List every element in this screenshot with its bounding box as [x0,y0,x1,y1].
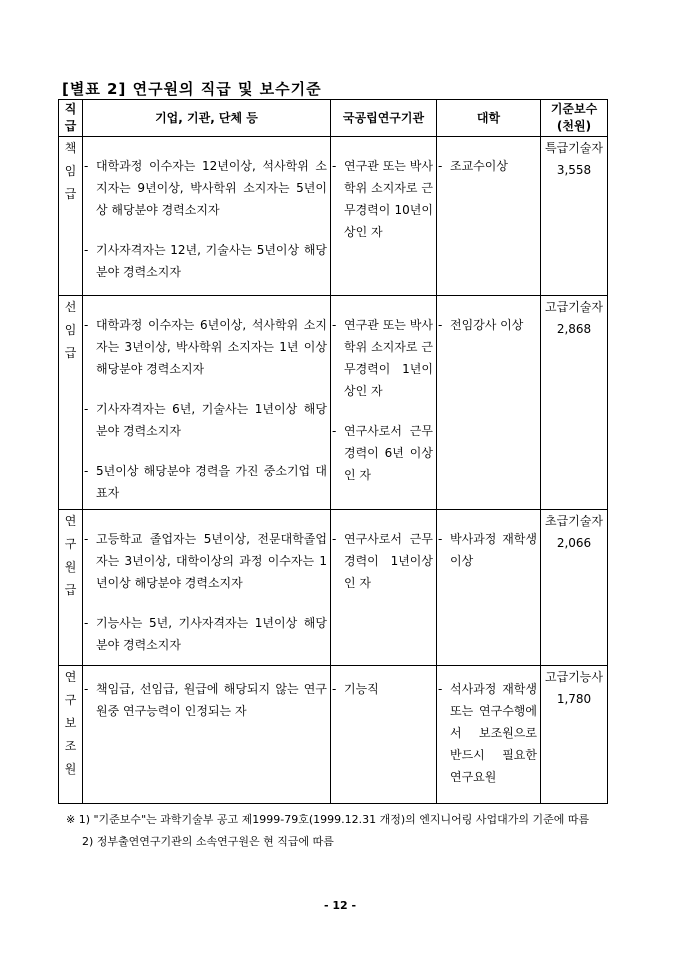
rank-char: 임 [64,164,77,178]
criteria-text: 연구사로서 근무경력이 1년이상인 자 [344,532,433,590]
criteria-text: 연구사로서 근무경력이 6년 이상인 자 [344,424,433,482]
criteria-item [331,314,436,402]
pay-grade: 고급기능사 [545,670,603,684]
table-row [59,296,608,510]
criteria-item [331,420,436,486]
rank-char: 구 [64,693,77,707]
criteria-text: 연구관 또는 박사학위 소지자로 근무경력이 1년이상인 자 [344,318,433,398]
dash-bullet: - [332,532,337,546]
rank-cell [59,137,83,296]
criteria-item [83,612,330,656]
criteria-text: 조교수이상 [450,159,508,173]
dash-bullet: - [84,464,89,478]
footnote-1: ※ 1) "기준보수"는 과학기술부 공고 제1999-79호(1999.12.31 개정)의 엔지니어링 사업대가의 기준에 따름 [66,813,590,826]
criteria-text: 책임급, 선임급, 원급에 해당되지 않는 연구원중 연구능력이 인정되는 자 [96,682,327,718]
pay-cell [541,296,608,510]
criteria-text: 기능직 [344,682,379,696]
pay-cell [541,510,608,666]
univ-cell [437,137,541,296]
criteria-text: 기능사는 5년, 기사자격자는 1년이상 해당분야 경력소지자 [96,616,327,652]
pay-amount: 3,558 [556,163,592,177]
pay-amount: 2,868 [556,322,592,336]
pay-grade: 초급기술자 [545,514,603,528]
criteria-text: 석사과정 재학생 또는 연구수행에서 보조원으로 반드시 필요한 연구요원 [450,682,537,784]
criteria-text: 전임강사 이상 [450,318,524,332]
dash-bullet: - [84,243,89,257]
inst-cell [331,296,437,510]
dash-bullet: - [332,318,337,332]
dash-bullet: - [332,159,337,173]
univ-cell [437,666,541,804]
header-corp: 기업, 기관, 단체 등 [83,100,331,137]
table-row [59,666,608,804]
inst-cell [331,666,437,804]
criteria-text: 기사자격자는 6년, 기술사는 1년이상 해당분야 경력소지자 [96,402,327,438]
criteria-item [437,314,540,336]
rank-char: 원 [64,762,77,776]
dash-bullet: - [438,682,443,696]
rank-char: 임 [64,323,77,337]
criteria-item [83,398,330,442]
rank-char: 원 [64,560,77,574]
table-title: [별표 2] 연구원의 직급 및 보수기준 [62,80,322,98]
corp-cell [83,666,331,804]
rank-char: 급 [64,346,77,360]
rank-cell [59,296,83,510]
criteria-text: 대학과정 이수자는 12년이상, 석사학위 소지자는 9년이상, 박사학위 소지자는 5년이상 해당분야 경력소지자 [96,159,327,217]
rank-char: 보 [64,716,77,730]
criteria-text: 5년이상 해당분야 경력을 가진 중소기업 대표자 [96,464,327,500]
pay-amount: 1,780 [556,692,592,706]
table-row [59,137,608,296]
footnote-2: 2) 정부출연연구기관의 소속연구원은 현 직급에 따름 [82,835,334,848]
rank-char: 연 [64,670,77,684]
criteria-text: 기사자격자는 12년, 기술사는 5년이상 해당분야 경력소지자 [96,243,327,279]
corp-cell [83,296,331,510]
table-header-row [59,100,608,137]
criteria-item [83,155,330,221]
rank-char: 구 [64,537,77,551]
dash-bullet: - [438,159,443,173]
criteria-text: 박사과정 재학생 이상 [450,532,537,568]
pay-amount: 2,066 [556,536,592,550]
criteria-item [83,460,330,504]
criteria-item [437,678,540,788]
rank-cell [59,510,83,666]
pay-cell [541,666,608,804]
pay-grade: 고급기술자 [545,300,603,314]
corp-cell [83,137,331,296]
dash-bullet: - [332,682,337,696]
dash-bullet: - [332,424,337,438]
pay-grade: 특급기술자 [545,141,603,155]
header-univ: 대학 [437,100,541,137]
criteria-text: 고등학교 졸업자는 5년이상, 전문대학졸업자는 3년이상, 대학이상의 과정 이수자는 1년이상 해당분야 경력소지자 [96,532,327,590]
dash-bullet: - [84,532,89,546]
criteria-text: 대학과정 이수자는 6년이상, 석사학위 소지자는 3년이상, 박사학위 소지자는 1년 이상 해당분야 경력소지자 [96,318,327,376]
criteria-item [437,528,540,572]
criteria-item [437,155,540,177]
dash-bullet: - [84,402,89,416]
criteria-text: 연구관 또는 박사학위 소지자로 근무경력이 10년이상인 자 [344,159,433,239]
criteria-item [331,678,436,700]
criteria-item [83,528,330,594]
inst-cell [331,510,437,666]
dash-bullet: - [84,616,89,630]
rank-char: 조 [64,739,77,753]
dash-bullet: - [84,159,89,173]
univ-cell [437,510,541,666]
criteria-item [331,528,436,594]
inst-cell [331,137,437,296]
header-inst: 국공립연구기관 [331,100,437,137]
univ-cell [437,296,541,510]
table-row [59,510,608,666]
criteria-item [83,678,330,722]
corp-cell [83,510,331,666]
page-number: - 12 - [323,899,357,912]
rank-pay-table [58,99,608,804]
header-rank: 직 급 [59,100,83,137]
header-pay: 기준보수 (천원) [541,100,608,137]
rank-char: 급 [64,187,77,201]
rank-char: 급 [64,583,77,597]
footnotes [66,809,589,853]
criteria-item [83,239,330,283]
rank-cell [59,666,83,804]
rank-char: 선 [64,300,77,314]
rank-char: 책 [64,141,77,155]
criteria-item [83,314,330,380]
criteria-item [331,155,436,243]
dash-bullet: - [84,682,89,696]
dash-bullet: - [84,318,89,332]
dash-bullet: - [438,318,443,332]
pay-cell [541,137,608,296]
rank-char: 연 [64,514,77,528]
dash-bullet: - [438,532,443,546]
